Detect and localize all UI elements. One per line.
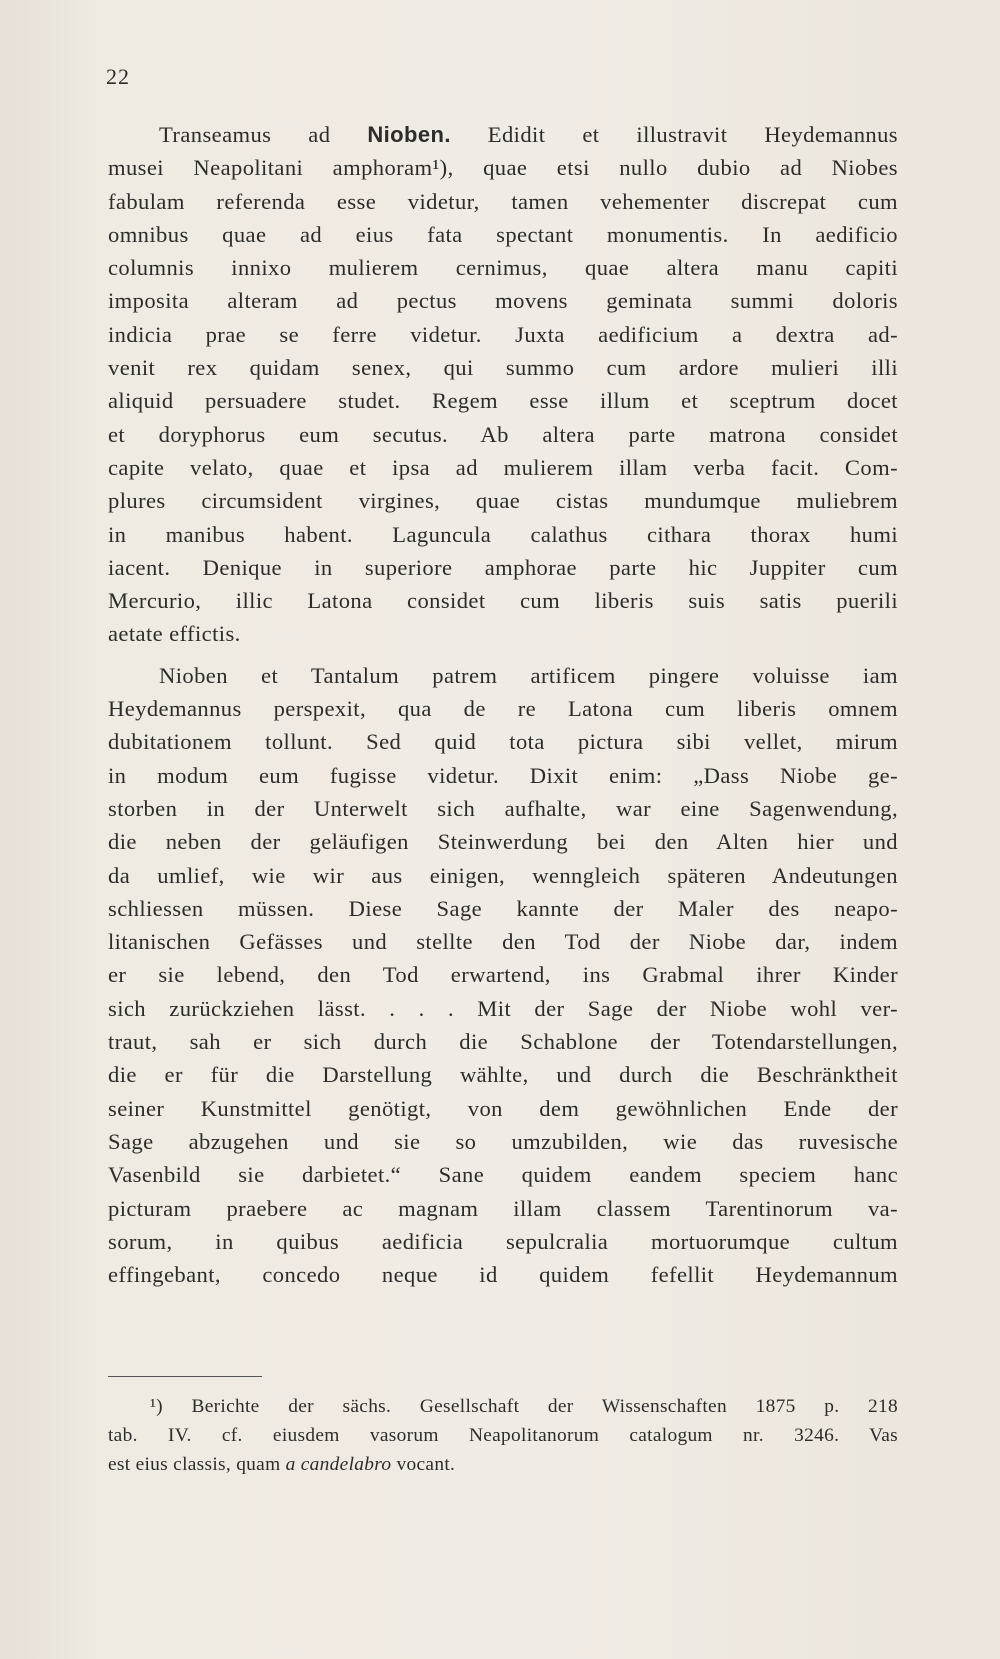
footnote-divider [108, 1376, 262, 1377]
text-line: er sie lebend, den Tod erwartend, ins Grabmal ihrer Kinder [108, 962, 898, 988]
footnote-line [108, 1450, 898, 1479]
text-line: fabulam referenda esse videtur, tamen vehementer discrepat cum [108, 188, 898, 214]
footnote-line: tab. IV. cf. eiusdem vasorum Neapolitanorum catalogum nr. 3246. Vas [108, 1425, 898, 1446]
text-line: seiner Kunstmittel genötigt, von dem gewöhnlichen Ende der [108, 1095, 898, 1121]
footnote-line: ¹) Berichte der sächs. Gesellschaft der Wissenschaften 1875 p. 218 [150, 1396, 898, 1417]
text-line: musei Neapolitani amphoram¹), quae etsi nullo dubio ad Niobes [108, 155, 898, 181]
text-line: columnis innixo mulierem cernimus, quae altera manu capiti [108, 255, 898, 281]
text-line: die neben der geläufigen Steinwerdung bei den Alten hier und [108, 829, 898, 855]
text-line: plures circumsident virgines, quae cistas mundumque muliebrem [108, 488, 898, 514]
text-line: in modum eum fugisse videtur. Dixit enim: „Dass Niobe ge- [108, 762, 898, 788]
text-line [108, 118, 898, 151]
text-line: omnibus quae ad eius fata spectant monumentis. In aedificio [108, 221, 898, 247]
text-line: iacent. Denique in superiore amphorae parte hic Juppiter cum [108, 554, 898, 580]
text-line: schliessen müssen. Diese Sage kannte der Maler des neapo- [108, 895, 898, 921]
text-run: est eius classis, quam [108, 1454, 286, 1475]
text-line: et doryphorus eum secutus. Ab altera parte matrona considet [108, 421, 898, 447]
text-line: sorum, in quibus aedificia sepulcralia mortuorumque cultum [108, 1228, 898, 1254]
text-line: effingebant, concedo neque id quidem fefellit Heydemannum [108, 1262, 898, 1288]
page-number: 22 [106, 64, 130, 89]
text-line: storben in der Unterwelt sich aufhalte, war eine Sagenwendung, [108, 795, 898, 821]
text-line: da umlief, wie wir aus einigen, wenngleich späteren Andeutungen [108, 862, 898, 888]
paragraph-gap [108, 651, 898, 659]
text-line: sich zurückziehen lässt. . . . Mit der Sage der Niobe wohl ver- [108, 995, 898, 1021]
text-line: dubitationem tollunt. Sed quid tota pictura sibi vellet, mirum [108, 729, 898, 755]
text-line: aetate effictis. [108, 621, 241, 647]
bold-name: Nioben. [367, 122, 451, 147]
text-line: Nioben et Tantalum patrem artificem pingere voluisse iam [159, 662, 898, 688]
text-run: vocant. [391, 1454, 456, 1475]
text-line: venit rex quidam senex, qui summo cum ardore mulieri illi [108, 355, 898, 381]
text-line: Vasenbild sie darbietet.“ Sane quidem eandem speciem hanc [108, 1162, 898, 1188]
text-line: imposita alteram ad pectus movens geminata summi doloris [108, 288, 898, 314]
italic-phrase: a candelabro [285, 1454, 392, 1475]
text-line: die er für die Darstellung wählte, und durch die Beschränktheit [108, 1062, 898, 1088]
text-line: Heydemannus perspexit, qua de re Latona cum liberis omnem [108, 696, 898, 722]
text-line: litanischen Gefässes und stellte den Tod der Niobe dar, indem [108, 929, 898, 955]
text-line: aliquid persuadere studet. Regem esse illum et sceptrum docet [108, 388, 898, 414]
text-line: capite velato, quae et ipsa ad mulierem illam verba facit. Com- [108, 454, 898, 480]
text-line: Sage abzugehen und sie so umzubilden, wie das ruvesische [108, 1128, 898, 1154]
main-text [108, 118, 898, 1291]
text-line: picturam praebere ac magnam illam classem Tarentinorum va- [108, 1195, 898, 1221]
text-line: traut, sah er sich durch die Schablone der Totendarstellungen, [108, 1029, 898, 1055]
footnote [108, 1392, 898, 1479]
text-run: Edidit et illustravit Heydemannus [450, 122, 898, 147]
text-line: in manibus habent. Laguncula calathus cithara thorax humi [108, 521, 898, 547]
text-line: Mercurio, illic Latona considet cum liberis suis satis puerili [108, 588, 898, 614]
text-line: indicia prae se ferre videtur. Juxta aedificium a dextra ad- [108, 321, 898, 347]
text-run: Transeamus ad [159, 122, 368, 147]
